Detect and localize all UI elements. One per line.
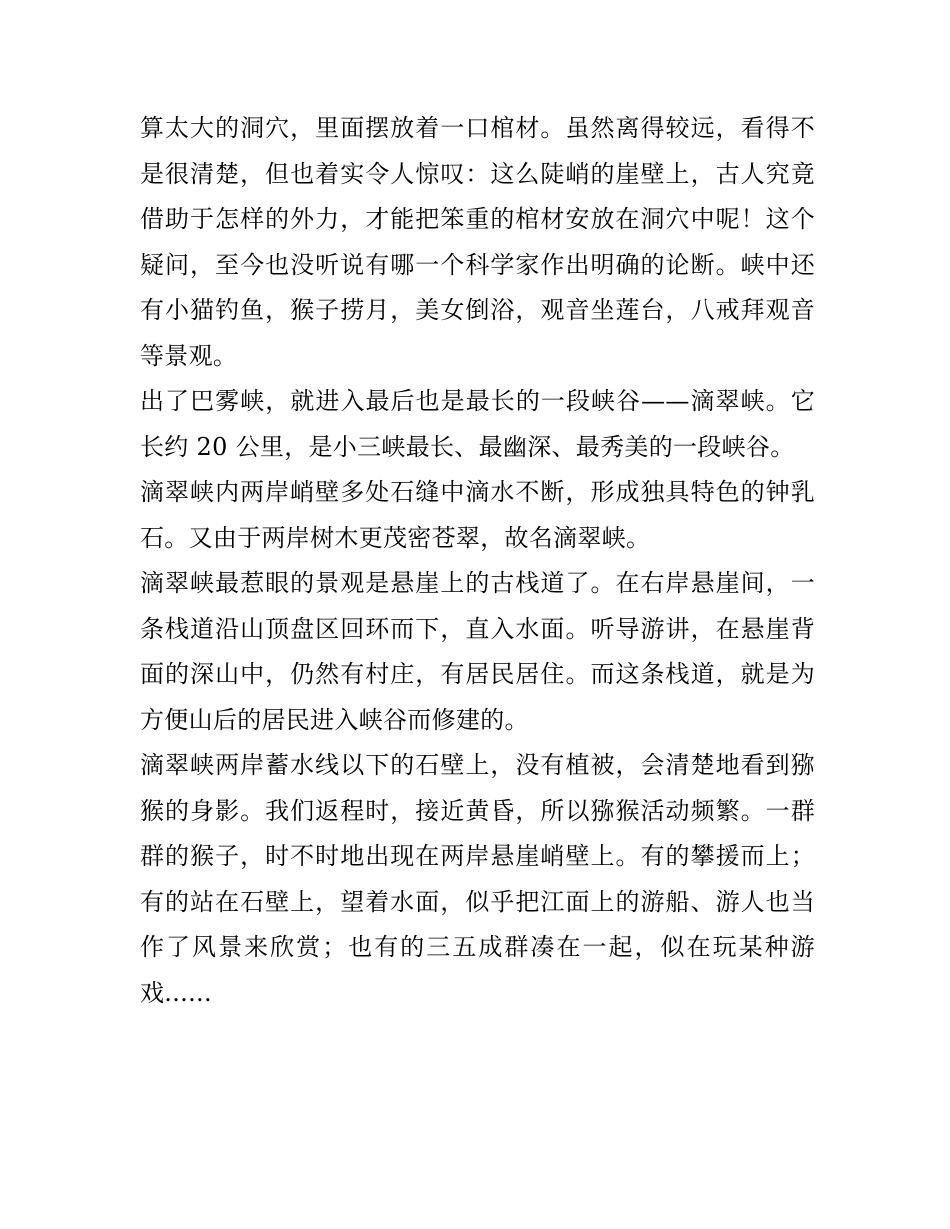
paragraph-plank-road: 滴翠峡最惹眼的景观是悬崖上的古栈道了。在右岸悬崖间，一条栈道沿山顶盘区回环而下，直入水面。听导游讲，在悬崖背面的深山中，仍然有村庄，有居民居住。而这条栈道，就是为方便山后的居民进入峡谷而修建的。	[140, 569, 815, 734]
paragraph-monkeys: 滴翠峡两岸蓄水线以下的石壁上，没有植被，会清楚地看到猕猴的身影。我们返程时，接近黄昏，所以猕猴活动频繁。一群群的猴子，时不时地出现在两岸悬崖峭壁上。有的攀援而上；有的站在石壁上，望着水面，似乎把江面上的游船、游人也当作了风景来欣赏；也有的三五成群凑在一起，似在玩某种游戏......	[140, 751, 815, 1007]
paragraph-dicui-gorge-intro: 出了巴雾峡，就进入最后也是最长的一段峡谷——滴翠峡。它长约 20 公里，是小三峡最长、最幽深、最秀美的一段峡谷。	[140, 387, 815, 461]
paragraph-stalactites: 滴翠峡内两岸峭壁多处石缝中滴水不断，形成独具特色的钟乳石。又由于两岸树木更茂密苍翠，故名滴翠峡。	[140, 478, 815, 552]
document-body	[140, 106, 815, 1016]
paragraph-cliff-coffin: 算太大的洞穴，里面摆放着一口棺材。虽然离得较远，看得不是很清楚，但也着实令人惊叹：这么陡峭的崖壁上，古人究竟借助于怎样的外力，才能把笨重的棺材安放在洞穴中呢！这个疑问，至今也没听说有哪一个科学家作出明确的论断。峡中还有小猫钓鱼，猴子捞月，美女倒浴，观音坐莲台，八戒拜观音等景观。	[140, 114, 815, 370]
